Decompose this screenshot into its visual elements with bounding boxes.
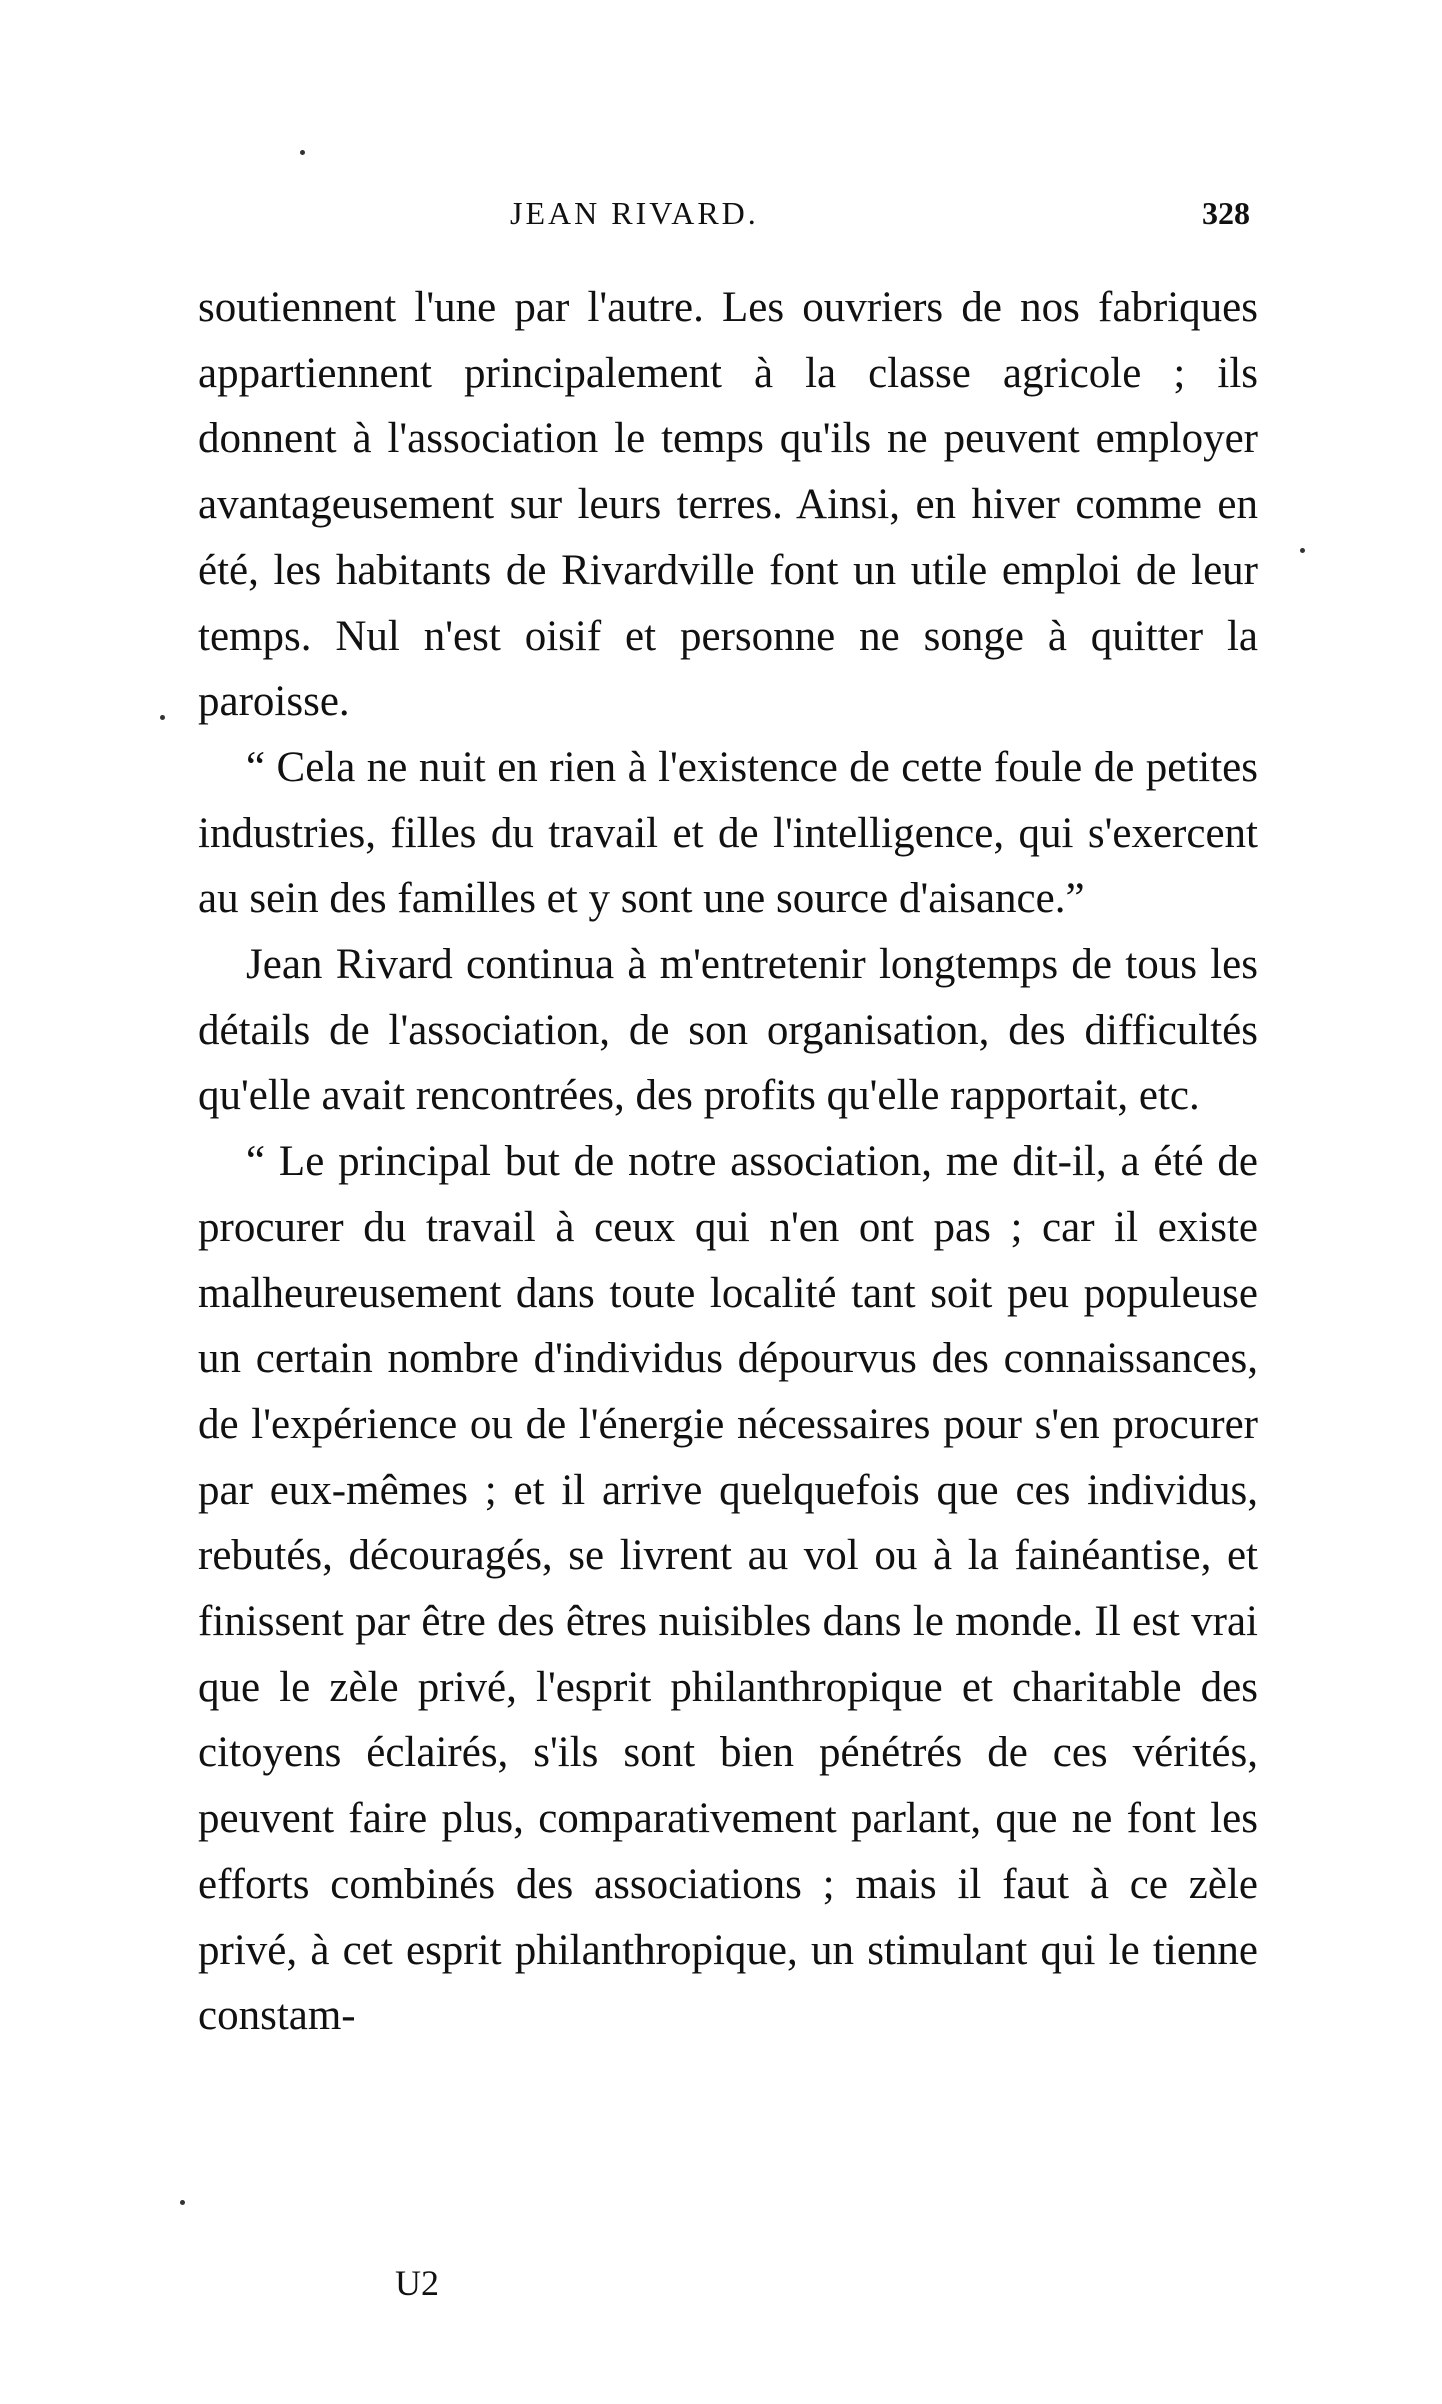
paragraph-1: soutiennent l'une par l'autre. Les ouvriers de nos fabriques appartiennent principalement à la classe agricole ; ils donnent à l'association le temps qu'ils ne peuvent employer avantageusement sur leurs terres. Ainsi, en hiver comme en été, les habitants de Rivardville font un utile emploi de leur temps. Nul n'est oisif et personne ne songe à quitter la paroisse. (198, 284, 1258, 726)
paragraph-2: “ Cela ne nuit en rien à l'existence de cette foule de petites industries, filles du travail et de l'intelligence, qui s'exercent au sein des familles et y sont une source d'aisance.” (198, 743, 1258, 923)
print-speck (180, 2200, 185, 2205)
page-number: 328 (1202, 195, 1250, 231)
running-title: JEAN RIVARD. (510, 195, 759, 231)
paragraph-3: Jean Rivard continua à m'entretenir longtemps de tous les détails de l'association, de son organisation, des difficultés qu'elle avait rencontrées, des profits qu'elle rapportait, etc. (198, 941, 1258, 1120)
body-text (198, 275, 1258, 2049)
print-speck (160, 715, 165, 720)
signature-mark: U2 (395, 2263, 439, 2303)
print-speck (300, 150, 305, 155)
paragraph-4: “ Le principal but de notre association, me dit-il, a été de procurer du travail à ceux qui n'en ont pas ; car il existe malheureusement dans toute localité tant soit peu populeuse un certain nombre d'individus dépourvus des connaissances, de l'expérience ou de l'énergie nécessaires pour s'en procurer par eux-mêmes ; et il arrive quelquefois que ces individus, rebutés, découragés, se livrent au vol ou à la fainéantise, et finissent par être des êtres nuisibles dans le monde. Il est vrai que le zèle privé, l'esprit philanthropique et charitable des citoyens éclairés, s'ils sont bien pénétrés de ces vérités, peuvent faire plus, comparativement parlant, que ne font les efforts combinés des associations ; mais il faut à ce zèle privé, à cet esprit philanthropique, un stimulant qui le tienne constam- (198, 1138, 1258, 2040)
print-speck (1300, 548, 1305, 553)
running-head (200, 195, 1250, 235)
